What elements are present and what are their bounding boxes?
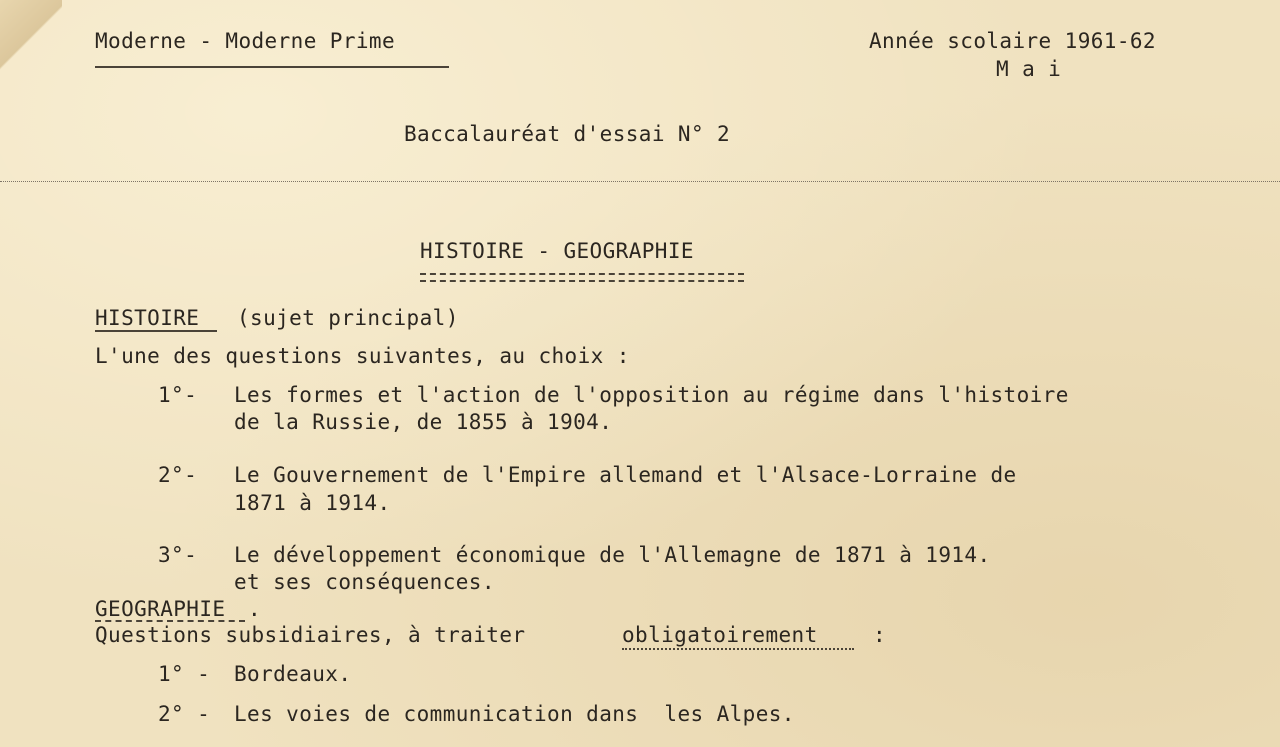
geographie-instruction: Questions subsidiaires, à traiter	[95, 623, 526, 647]
question-text: 1871 à 1914.	[234, 491, 391, 515]
class-label: Moderne - Moderne Prime	[95, 29, 395, 53]
question-text: de la Russie, de 1855 à 1904.	[234, 410, 613, 434]
geographie-instruction-end: :	[873, 623, 887, 647]
school-year-label: Année scolaire 1961-62	[869, 29, 1156, 53]
histoire-heading-note: (sujet principal)	[237, 306, 459, 330]
question-text: et ses conséquences.	[234, 570, 495, 594]
question-text: Les formes et l'action de l'opposition au régime dans l'histoire	[234, 383, 1069, 407]
histoire-heading: HISTOIRE	[95, 306, 200, 330]
question-number: 2° -	[158, 702, 211, 726]
histoire-instruction: L'une des questions suivantes, au choix :	[95, 344, 630, 368]
subject-title-underline	[420, 273, 744, 282]
exam-title: Baccalauréat d'essai N° 2	[404, 122, 731, 146]
question-number: 2°-	[158, 463, 198, 487]
geographie-instruction-emphasis: obligatoirement	[622, 623, 818, 647]
separator-line	[0, 181, 1280, 182]
subject-title: HISTOIRE - GEOGRAPHIE	[420, 239, 694, 263]
question-text: Bordeaux.	[234, 662, 352, 686]
class-label-underline	[95, 66, 449, 68]
question-number: 1° -	[158, 662, 211, 686]
folded-corner	[0, 0, 62, 78]
month-label: M a i	[996, 57, 1062, 81]
question-number: 3°-	[158, 543, 198, 567]
histoire-heading-underline	[95, 330, 217, 332]
geographie-heading: GEOGRAPHIE	[95, 597, 226, 621]
question-text: Le développement économique de l'Allemagne de 1871 à 1914.	[234, 543, 991, 567]
question-text: Les voies de communication dans les Alpes.	[234, 702, 795, 726]
question-number: 1°-	[158, 383, 198, 407]
question-text: Le Gouvernement de l'Empire allemand et l'Alsace-Lorraine de	[234, 463, 1017, 487]
emphasis-underline	[622, 648, 854, 650]
geographie-heading-suffix: .	[248, 597, 262, 621]
